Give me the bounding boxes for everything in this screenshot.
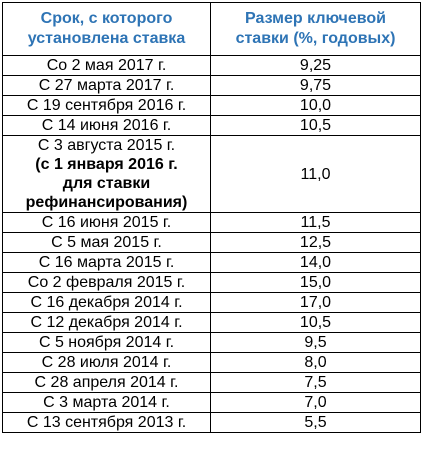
header-rate <box>211 3 421 56</box>
period-cell: С 12 декабря 2014 г. <box>3 313 211 333</box>
period-cell: С 13 сентября 2013 г. <box>3 413 211 433</box>
table-row <box>3 76 421 96</box>
table-header-row <box>3 3 421 56</box>
header-period-line-2: установлена ставка <box>27 30 186 47</box>
rate-cell: 7,5 <box>211 373 421 393</box>
header-rate-line-1: Размер ключевой <box>245 10 386 27</box>
rate-cell: 10,5 <box>211 116 421 136</box>
rate-cell: 7,0 <box>211 393 421 413</box>
rate-cell: 9,25 <box>211 56 421 76</box>
table-row <box>3 96 421 116</box>
period-cell: С 14 июня 2016 г. <box>3 116 211 136</box>
period-text: С 3 августа 2015 г. <box>37 137 176 154</box>
period-cell: С 5 ноября 2014 г. <box>3 333 211 353</box>
refinancing-note-line-3: рефинансирования) <box>25 194 188 211</box>
header-period <box>3 3 211 56</box>
table-row <box>3 353 421 373</box>
table-row <box>3 413 421 433</box>
table-row <box>3 333 421 353</box>
period-cell: С 16 июня 2015 г. <box>3 213 211 233</box>
period-cell: С 28 июля 2014 г. <box>3 353 211 373</box>
rate-cell: 5,5 <box>211 413 421 433</box>
key-rate-table <box>2 2 421 433</box>
period-cell: Со 2 мая 2017 г. <box>3 56 211 76</box>
table-row <box>3 393 421 413</box>
rate-cell: 17,0 <box>211 293 421 313</box>
table-row <box>3 233 421 253</box>
table-row <box>3 273 421 293</box>
refinancing-note-line-1: (с 1 января 2016 г. <box>35 156 178 173</box>
rate-cell: 11,0 <box>211 136 421 213</box>
table-row <box>3 293 421 313</box>
period-cell: С 3 марта 2014 г. <box>3 393 211 413</box>
period-cell: С 27 марта 2017 г. <box>3 76 211 96</box>
table-row <box>3 136 421 213</box>
rate-cell: 11,5 <box>211 213 421 233</box>
header-period-line-1: Срок, с которого <box>40 10 173 27</box>
rate-cell: 14,0 <box>211 253 421 273</box>
refinancing-note-line-2: для ставки <box>62 175 151 192</box>
period-cell-with-note <box>3 136 211 213</box>
table-row <box>3 313 421 333</box>
period-cell: С 16 марта 2015 г. <box>3 253 211 273</box>
rate-cell: 15,0 <box>211 273 421 293</box>
period-cell: С 16 декабря 2014 г. <box>3 293 211 313</box>
rate-cell: 9,75 <box>211 76 421 96</box>
rate-cell: 12,5 <box>211 233 421 253</box>
period-cell: Со 2 февраля 2015 г. <box>3 273 211 293</box>
table-row <box>3 253 421 273</box>
rate-cell: 8,0 <box>211 353 421 373</box>
rate-cell: 10,0 <box>211 96 421 116</box>
period-cell: С 5 мая 2015 г. <box>3 233 211 253</box>
table-row <box>3 213 421 233</box>
rate-cell: 9,5 <box>211 333 421 353</box>
rates-table-container <box>2 2 421 433</box>
table-row <box>3 373 421 393</box>
rate-cell: 10,5 <box>211 313 421 333</box>
period-cell: С 19 сентября 2016 г. <box>3 96 211 116</box>
table-row <box>3 116 421 136</box>
period-cell: С 28 апреля 2014 г. <box>3 373 211 393</box>
header-rate-line-2: ставки (%, годовых) <box>235 30 396 47</box>
table-row <box>3 56 421 76</box>
